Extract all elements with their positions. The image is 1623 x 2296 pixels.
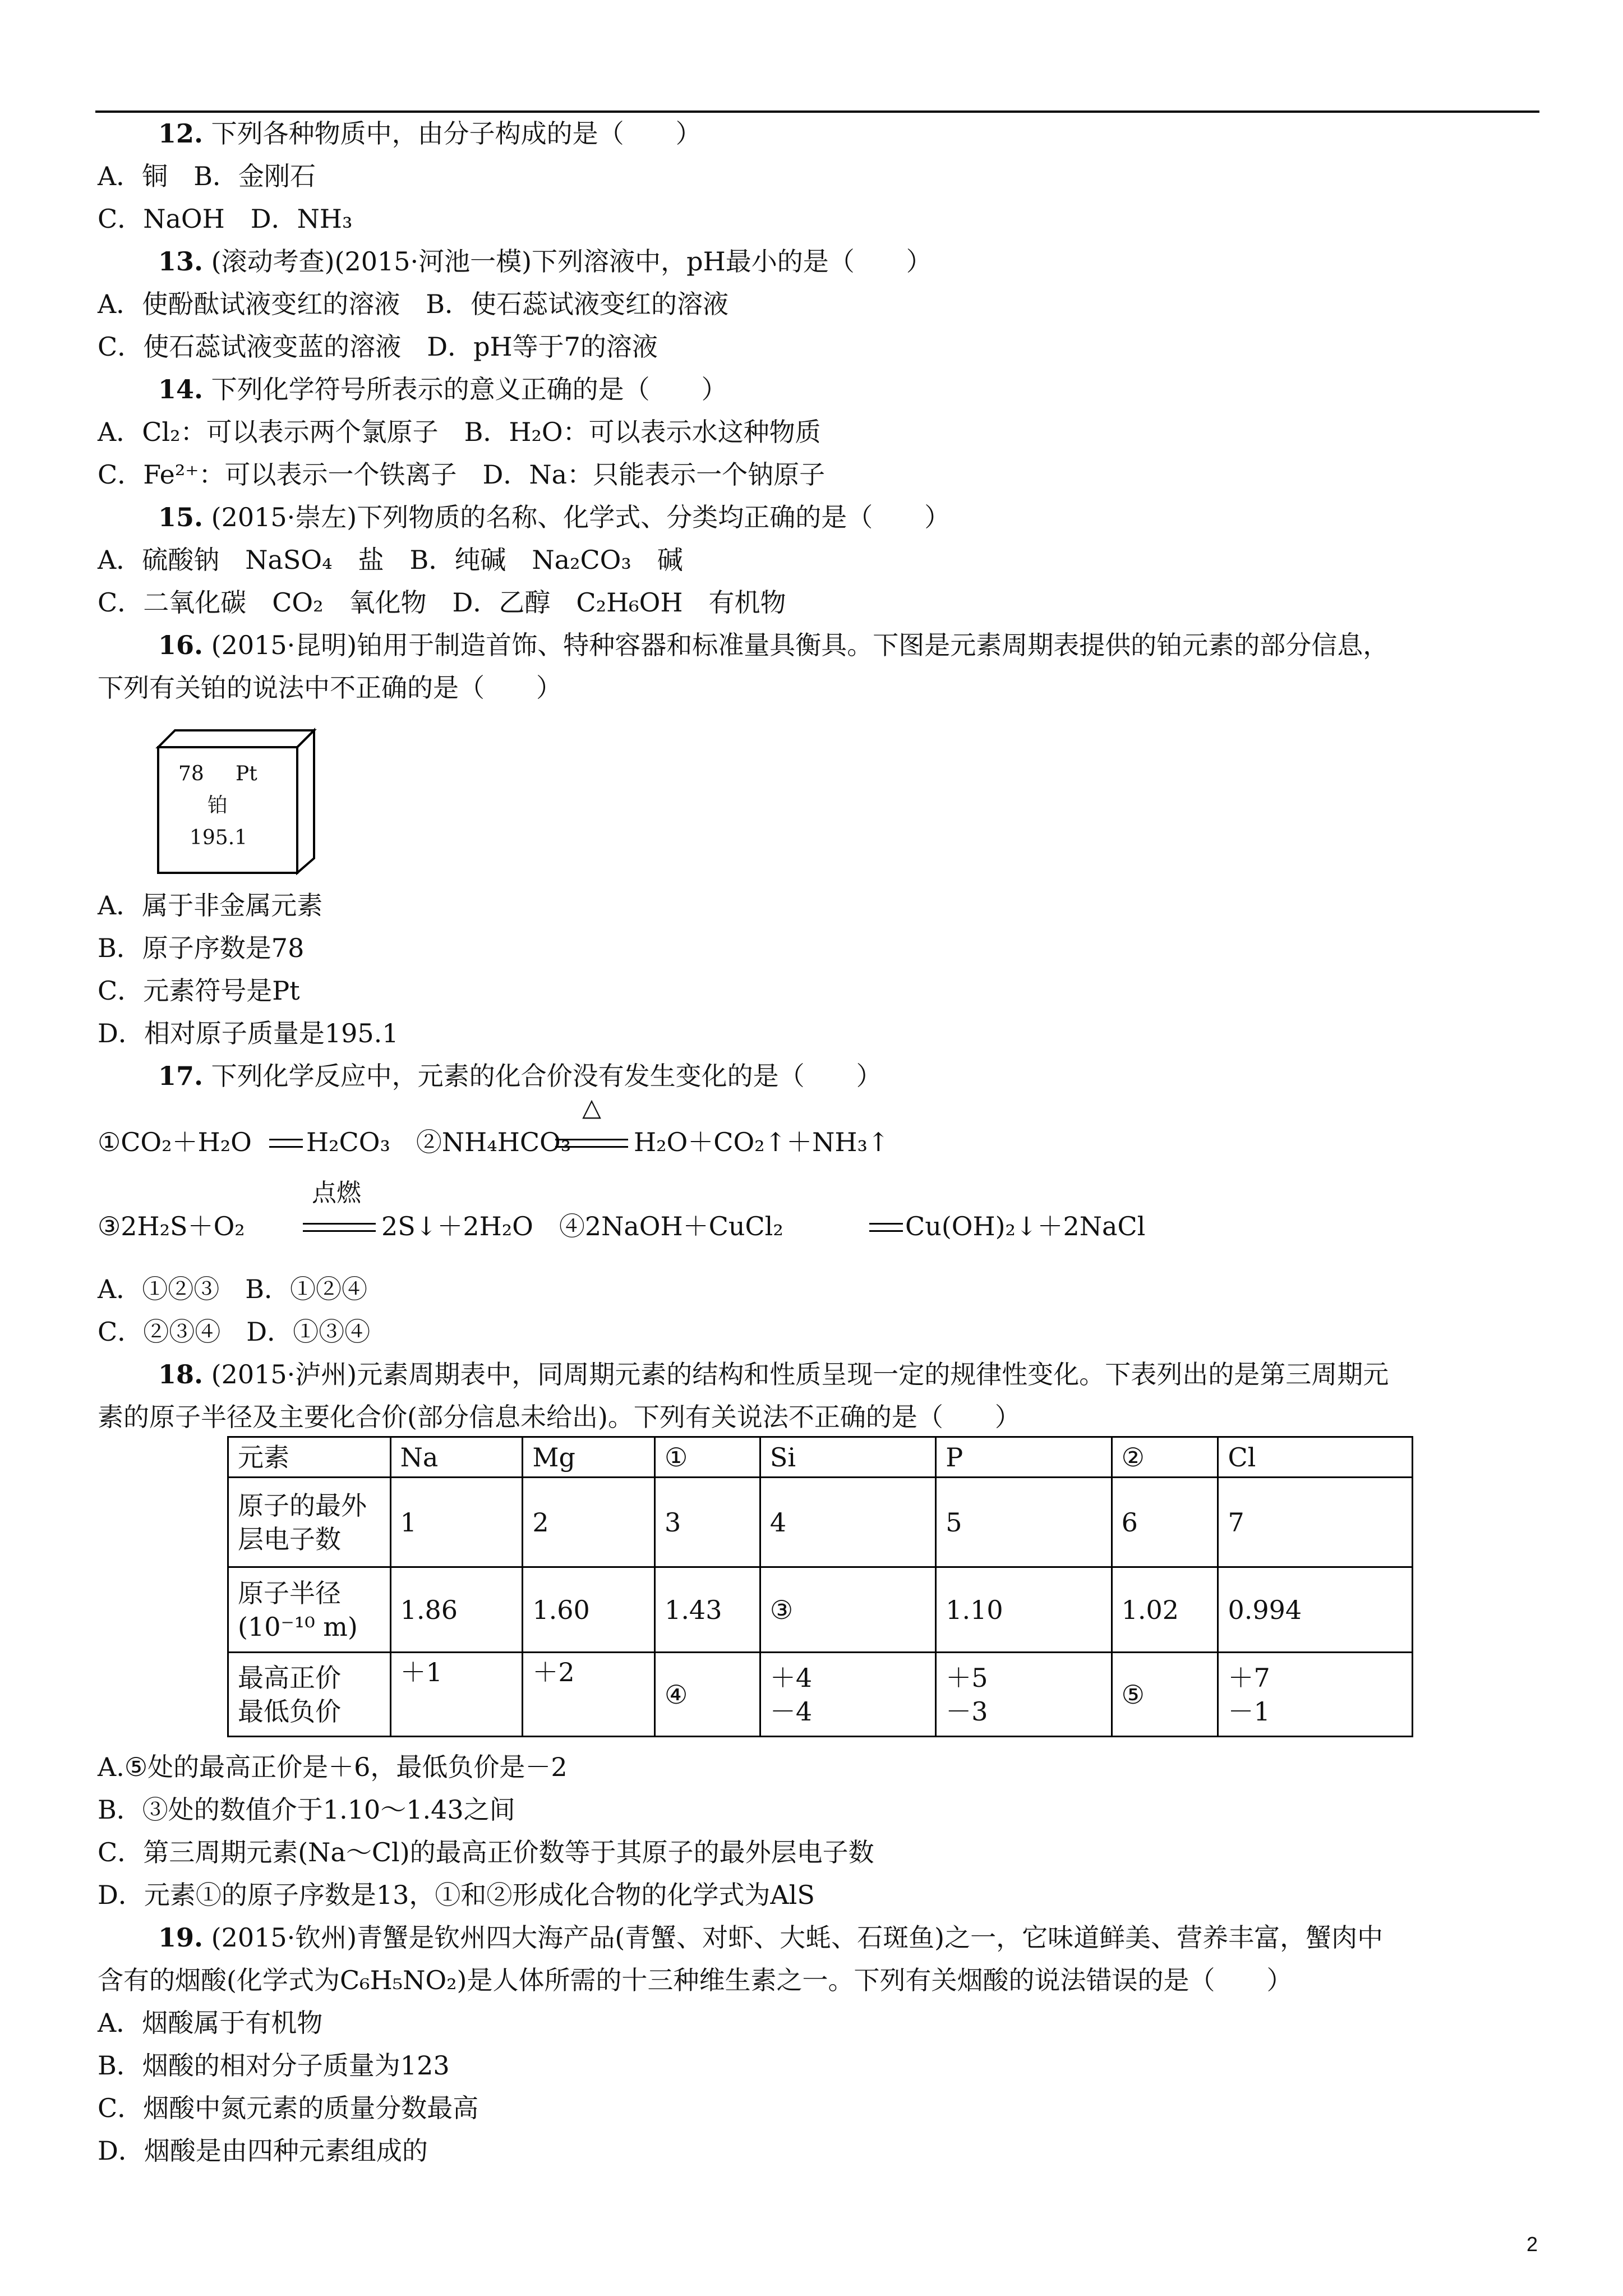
q13-options-ab: A．使酚酞试液变红的溶液 B．使石蕊试液变红的溶液 [98, 289, 729, 319]
table-cell: ① [655, 1437, 760, 1478]
q19-option-a: A．烟酸属于有机物 [98, 2008, 323, 2038]
equation-1-mid: H₂CO₃ ②NH₄HCO₃ [306, 1127, 571, 1157]
table-cell: ④ [655, 1653, 760, 1737]
q13-options-cd: C．使石蕊试液变蓝的溶液 D．pH等于7的溶液 [98, 332, 658, 362]
table-cell: 1 [390, 1478, 523, 1567]
table-row [228, 1478, 1413, 1567]
table-cell: 5 [936, 1478, 1112, 1567]
q18-option-d: D．元素①的原子序数是13，①和②形成化合物的化学式为AlS [98, 1880, 815, 1910]
q16-option-b: B．原子序数是78 [98, 933, 305, 963]
condition-ignite: 点燃 [312, 1179, 361, 1207]
table-cell: ③ [760, 1567, 935, 1653]
table-row-header: 原子半径 (10⁻¹⁰ m) [228, 1567, 391, 1653]
table-cell: 4 [760, 1478, 935, 1567]
table-row [228, 1437, 1413, 1478]
table-cell: 元素 [228, 1437, 391, 1478]
header-rule [95, 111, 1539, 113]
q15-options-ab: A．硫酸钠 NaSO₄ 盐 B．纯碱 Na₂CO₃ 碱 [98, 545, 683, 575]
element-mass: 195.1 [190, 826, 248, 849]
table-cell: 0.994 [1218, 1567, 1413, 1653]
periodic-table-row-3 [227, 1436, 1413, 1737]
q16-option-d: D．相对原子质量是195.1 [98, 1018, 399, 1048]
element-number: 78 [178, 762, 204, 785]
q14-options-cd: C．Fe²⁺：可以表示一个铁离子 D．Na：只能表示一个钠原子 [98, 459, 826, 490]
table-row-header: 最高正价 最低负价 [228, 1653, 391, 1737]
element-card-3d [151, 724, 320, 875]
element-symbol: Pt [236, 762, 257, 785]
table-cell: 7 [1218, 1478, 1413, 1567]
table-cell: Na [390, 1437, 523, 1478]
q18-option-b: B．③处的数值介于1.10～1.43之间 [98, 1795, 515, 1825]
table-cell: Si [760, 1437, 935, 1478]
equals-sign-3 [303, 1223, 376, 1232]
table-cell: ＋4 －4 [760, 1653, 935, 1737]
table-cell: ＋2 [523, 1653, 655, 1737]
equation-2-mid: 2S↓＋2H₂O ④2NaOH＋CuCl₂ [381, 1211, 783, 1241]
q18-option-c: C．第三周期元素(Na～Cl)的最高正价数等于其原子的最外层电子数 [98, 1837, 874, 1867]
equation-1-left: ①CO₂＋H₂O [98, 1127, 252, 1157]
q19-option-b: B．烟酸的相对分子质量为123 [98, 2050, 450, 2081]
table-cell: Mg [523, 1437, 655, 1478]
q18-option-a: A.⑤处的最高正价是＋6，最低负价是－2 [98, 1752, 568, 1782]
question-19-cont: 含有的烟酸(化学式为C₆H₅NO₂)是人体所需的十三种维生素之一。下列有关烟酸的说法错误的是（ ） [98, 1965, 1293, 1995]
table-cell: 1.43 [655, 1567, 760, 1653]
question-18: 18. (2015·泸州)元素周期表中，同周期元素的结构和性质呈现一定的规律性变化。下表列出的是第三周期元 [158, 1359, 1389, 1389]
table-cell: 2 [523, 1478, 655, 1567]
q19-option-d: D．烟酸是由四种元素组成的 [98, 2136, 428, 2166]
q17-options-ab: A．①②③ B．①②④ [98, 1274, 368, 1304]
equals-sign-1 [269, 1139, 303, 1148]
question-12: 12. 下列各种物质中，由分子构成的是（ ） [158, 118, 702, 149]
element-name: 铂 [208, 794, 228, 817]
table-cell: 6 [1112, 1478, 1218, 1567]
equals-sign-2 [555, 1139, 628, 1148]
equation-2-left: ③2H₂S＋O₂ [98, 1211, 245, 1241]
equation-2-right: Cu(OH)₂↓＋2NaCl [905, 1211, 1146, 1241]
table-cell: 1.02 [1112, 1567, 1218, 1653]
table-cell: Cl [1218, 1437, 1413, 1478]
q12-options-ab: A．铜 B．金刚石 [98, 161, 316, 191]
q17-options-cd: C．②③④ D．①③④ [98, 1317, 371, 1347]
table-cell: ＋5 －3 [936, 1653, 1112, 1737]
question-18-cont: 素的原子半径及主要化合价(部分信息未给出)。下列有关说法不正确的是（ ） [98, 1402, 1021, 1432]
table-cell: 3 [655, 1478, 760, 1567]
table-cell: ＋7 －1 [1218, 1653, 1413, 1737]
table-row [228, 1653, 1413, 1737]
question-15: 15. (2015·崇左)下列物质的名称、化学式、分类均正确的是（ ） [158, 502, 951, 532]
equation-1-right: H₂O＋CO₂↑＋NH₃↑ [634, 1127, 889, 1157]
question-16: 16. (2015·昆明)铂用于制造首饰、特种容器和标准量具衡具。下图是元素周期表提供的铂元素的部分信息， [158, 630, 1389, 660]
table-cell: P [936, 1437, 1112, 1478]
table-cell: 1.86 [390, 1567, 523, 1653]
q19-option-c: C．烟酸中氮元素的质量分数最高 [98, 2093, 479, 2123]
question-19: 19. (2015·钦州)青蟹是钦州四大海产品(青蟹、对虾、大蚝、石斑鱼)之一，它味道鲜美、营养丰富，蟹肉中 [158, 1922, 1384, 1953]
table-cell: 1.60 [523, 1567, 655, 1653]
q16-option-a: A．属于非金属元素 [98, 890, 323, 921]
table-cell: ＋1 [390, 1653, 523, 1737]
question-14: 14. 下列化学符号所表示的意义正确的是（ ） [158, 374, 727, 404]
table-cell: 1.10 [936, 1567, 1112, 1653]
q14-options-ab: A．Cl₂：可以表示两个氯原子 B．H₂O：可以表示水这种物质 [98, 417, 821, 447]
q16-option-c: C．元素符号是Pt [98, 976, 300, 1006]
q12-options-cd: C．NaOH D．NH₃ [98, 204, 353, 234]
page-number: 2 [1527, 2233, 1538, 2256]
question-16-cont: 下列有关铂的说法中不正确的是（ ） [98, 673, 562, 703]
table-cell: ⑤ [1112, 1653, 1218, 1737]
table-row [228, 1567, 1413, 1653]
table-row-header: 原子的最外 层电子数 [228, 1478, 391, 1567]
condition-heat: △ [582, 1093, 601, 1122]
question-17: 17. 下列化学反应中，元素的化合价没有发生变化的是（ ） [158, 1061, 882, 1091]
equals-sign-4 [869, 1223, 903, 1232]
q15-options-cd: C．二氧化碳 CO₂ 氧化物 D．乙醇 C₂H₆OH 有机物 [98, 587, 786, 618]
question-13: 13. (滚动考查)(2015·河池一模)下列溶液中，pH最小的是（ ） [158, 246, 932, 277]
table-cell: ② [1112, 1437, 1218, 1478]
